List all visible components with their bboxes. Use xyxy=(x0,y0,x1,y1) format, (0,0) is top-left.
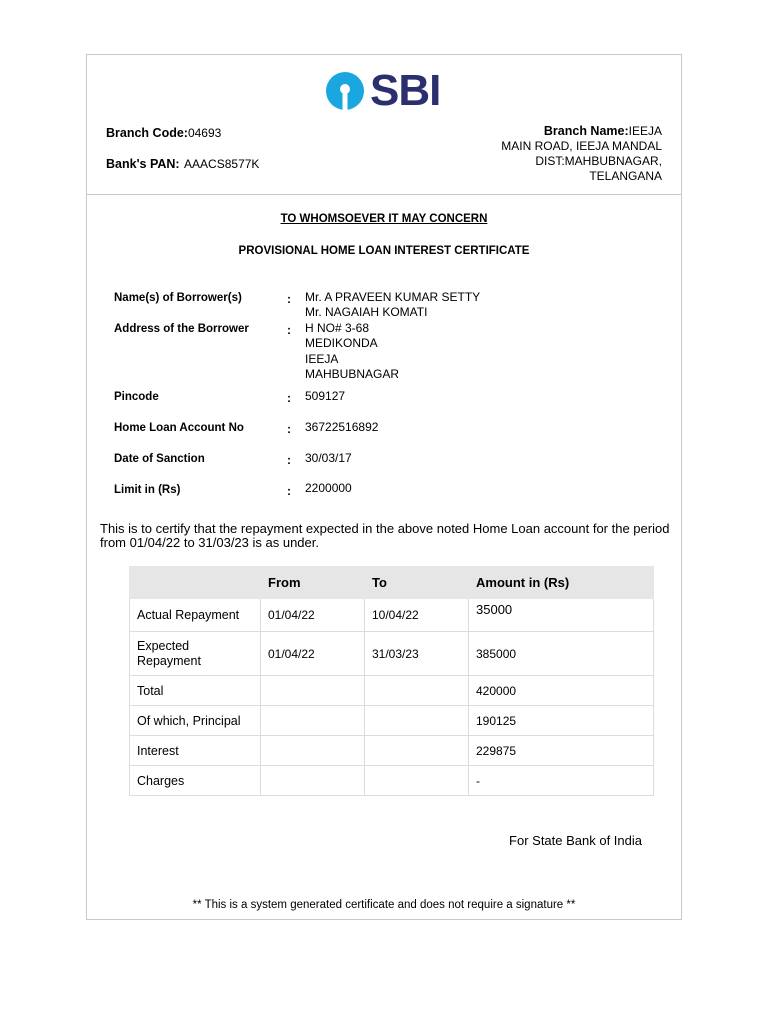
table-cell: 01/04/22 xyxy=(261,632,365,676)
table-cell: 10/04/22 xyxy=(365,599,469,632)
colon: : xyxy=(287,422,291,436)
borrower-name: Mr. NAGAIAH KOMATI xyxy=(305,305,428,320)
address-line: H NO# 3-68 xyxy=(305,321,370,335)
table-cell xyxy=(365,676,469,706)
header-divider xyxy=(87,194,681,195)
branch-info xyxy=(501,124,662,184)
address-value xyxy=(305,321,399,382)
system-generated-note: ** This is a system generated certificate and does not require a signature ** xyxy=(192,899,576,911)
table-row xyxy=(130,766,654,796)
sanction-label: Date of Sanction xyxy=(114,453,205,465)
limit-value: 2200000 xyxy=(305,481,352,495)
borrowers-value xyxy=(305,290,480,321)
table-cell: - xyxy=(469,766,654,796)
table-row xyxy=(130,736,654,766)
table-row xyxy=(130,599,654,632)
certificate-title: PROVISIONAL HOME LOAN INTEREST CERTIFICATE xyxy=(238,245,530,257)
sanction-value: 30/03/17 xyxy=(305,451,352,465)
colon: : xyxy=(287,292,291,306)
table-header xyxy=(130,567,261,599)
table-cell xyxy=(261,676,365,706)
concern-title: TO WHOMSOEVER IT MAY CONCERN xyxy=(280,213,488,225)
repayment-table xyxy=(129,566,654,796)
table-cell: Total xyxy=(130,676,261,706)
address-line: MAHBUBNAGAR xyxy=(305,366,400,381)
table-cell xyxy=(365,766,469,796)
table-cell: 420000 xyxy=(469,676,654,706)
sbi-emblem-icon xyxy=(325,71,365,111)
borrowers-label: Name(s) of Borrower(s) xyxy=(114,292,242,304)
branch-name-label: Branch Name: xyxy=(543,124,629,138)
table-cell: 190125 xyxy=(469,706,654,736)
branch-address-line: DIST:MAHBUBNAGAR, xyxy=(535,154,662,168)
pincode-value: 509127 xyxy=(305,389,346,403)
borrower-name: Mr. A PRAVEEN KUMAR SETTY xyxy=(305,290,481,304)
address-label: Address of the Borrower xyxy=(114,323,249,335)
table-cell xyxy=(261,706,365,736)
table-cell: 385000 xyxy=(469,632,654,676)
table-cell: Interest xyxy=(130,736,261,766)
account-label: Home Loan Account No xyxy=(114,422,244,434)
table-cell: 31/03/23 xyxy=(365,632,469,676)
table-cell: Actual Repayment xyxy=(130,599,261,632)
colon: : xyxy=(287,453,291,467)
table-header: To xyxy=(365,567,469,599)
pincode-label: Pincode xyxy=(114,391,159,403)
table-row xyxy=(130,676,654,706)
colon: : xyxy=(287,323,291,337)
bank-pan xyxy=(106,155,259,173)
table-cell xyxy=(261,766,365,796)
account-value: 36722516892 xyxy=(305,420,379,434)
table-row xyxy=(130,632,654,676)
table-cell: Charges xyxy=(130,766,261,796)
colon: : xyxy=(287,484,291,498)
signatory-text: For State Bank of India xyxy=(509,833,642,848)
table-cell xyxy=(261,736,365,766)
table-header: Amount in (Rs) xyxy=(469,567,654,599)
limit-label: Limit in (Rs) xyxy=(114,484,181,496)
address-line: MEDIKONDA xyxy=(305,336,378,351)
branch-code xyxy=(106,124,221,142)
branch-address-line: TELANGANA xyxy=(589,169,662,183)
table-cell: 35000 xyxy=(469,599,654,632)
table-cell: Expected Repayment xyxy=(130,632,261,676)
branch-address-line: MAIN ROAD, IEEJA MANDAL xyxy=(501,139,662,153)
table-cell xyxy=(365,736,469,766)
sbi-logo xyxy=(325,66,441,115)
bank-pan-value: AAACS8577K xyxy=(184,157,260,171)
sbi-logo-text: SBI xyxy=(370,66,441,115)
certify-text: This is to certify that the repayment expected in the above noted Home Loan account for the period from 01/04/22 to 31/03/23 is as under. xyxy=(100,521,670,550)
branch-name xyxy=(501,124,662,139)
bank-pan-label: Bank's PAN: xyxy=(106,157,180,171)
branch-code-value: 04693 xyxy=(187,126,222,140)
table-cell: 01/04/22 xyxy=(261,599,365,632)
table-header: From xyxy=(261,567,365,599)
colon: : xyxy=(287,391,291,405)
table-row xyxy=(130,706,654,736)
table-header-row xyxy=(130,567,654,599)
table-cell xyxy=(365,706,469,736)
table-cell: 229875 xyxy=(469,736,654,766)
branch-name-value: IEEJA xyxy=(628,124,662,138)
table-cell: Of which, Principal xyxy=(130,706,261,736)
address-line: IEEJA xyxy=(305,351,339,366)
branch-code-label: Branch Code: xyxy=(106,126,188,140)
